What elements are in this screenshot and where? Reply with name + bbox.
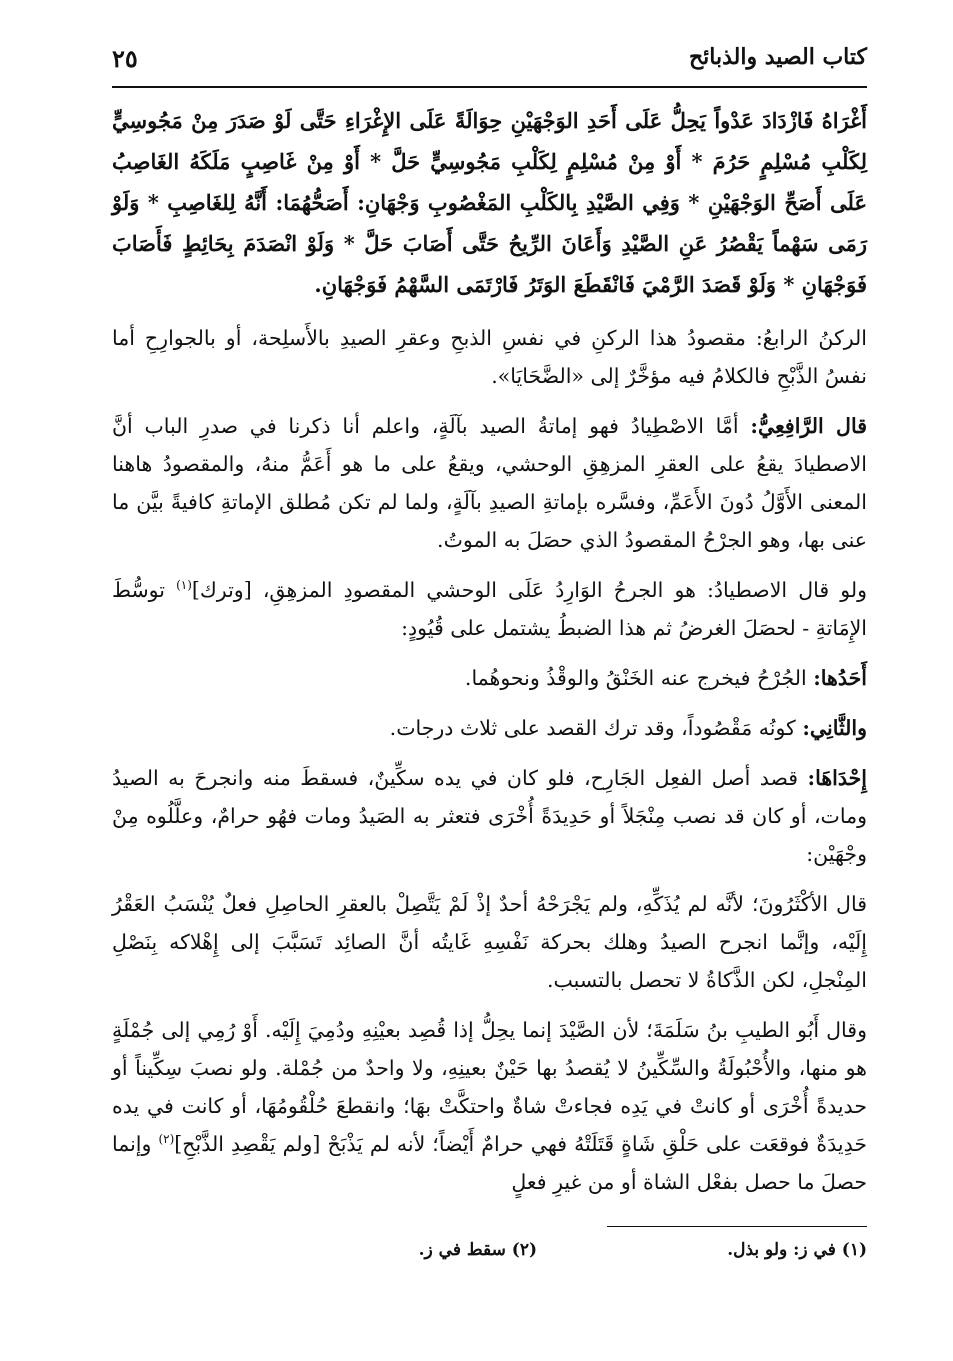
footnote-2: (٢) سقط في ز. — [418, 1240, 537, 1260]
paragraph-text: ولو قال الاصطيادُ: هو الجرحُ الوَارِدُ عَلَى الوحشي المقصودِ المزهِقِ، [وترك] — [191, 578, 868, 602]
footnote-1: (١) في ز: ولو بذل. — [727, 1240, 867, 1260]
paragraph-text: كونُه مَقْصُوداً، وقد ترك القصد على ثلاث درجات. — [389, 716, 796, 740]
paragraph-lead: إِحْدَاهَا: — [807, 766, 867, 790]
paragraph-text: أمَّا الاصْطِيادُ فهو إماتةُ الصيد بآلَةٍ، واعلم أنا ذكرنا في صدرِ الباب أنَّ الاصطيادَ يقعُ على العقرِ المزهِقِ الوحشي، ويقعُ على ما هو أَعَمُّ منهُ، والمقصودُ هاهنا المعنى الأَوَّلُ دُونَ الأَعَمِّ، وفسَّره بإماتةِ الصيدِ بآلَةٍ، ولما لم تكن مُطلق الإماتةِ كافيةً بيَّن ما عنى بها، وهو الجرْحُ المقصودُ الذي حصَلَ به الموتُ. — [112, 414, 867, 552]
running-title: كتاب الصيد والذبائح — [688, 44, 867, 70]
paragraph-abu-tayyib — [112, 1011, 867, 1201]
header-rule — [112, 86, 867, 88]
page-header — [112, 40, 867, 90]
paragraph-lead: قال الرَّافِعِيُّ: — [750, 414, 867, 438]
paragraph-text: وإنما حصلَ ما حصل بفعْل الشاة أو من غيرِ فعلٍ — [112, 1132, 867, 1194]
paragraph-first-degree — [112, 759, 867, 873]
page-number: ٢٥ — [112, 44, 138, 73]
paragraph-text: وقال أَبُو الطيبِ بنُ سَلَمَةَ؛ لأن الصَّيْدَ إنما يحِلُّ إذا قُصِد بعيْنِهِ ودُمِيَ إِلَيْه. أَوْ رُمِي إلى جُمْلَةٍ هو منها، والأُحْبُولَةُ والسِّكِّينُ لا يُقصدُ بها حَيْنٌ بعينِهِ، ولا واحدٌ من جُمْلة. ولو نصبَ سِكِّيناً أو حديدةً أُخْرَى أو كانتْ في يَدِه فجاءتْ شاةٌ واحتكَّتْ بهَا؛ وانقطعَ حُلْقُومُهَا، أو كانت في يده حَدِيدَةٌ فوقعَت على حَلْقِ شَاةٍ قَتَلَتْهُ فهي حرامٌ أَيْضاً؛ لأنه لم يَذْبَحْ [ولم يَقْصِدِ الذَّبْحِ] — [112, 1018, 867, 1156]
footnote-rule — [607, 1226, 867, 1227]
paragraph-definition — [112, 571, 867, 647]
paragraph-second-condition — [112, 709, 867, 747]
footnote-ref-2: (٢) — [158, 1132, 175, 1147]
page-body — [112, 100, 867, 1213]
paragraph-first-condition — [112, 659, 867, 697]
paragraph-fourth-pillar: الركنُ الرابعُ: مقصودُ هذا الركنِ في نفسِ الذبحِ وعقرِ الصيدِ بالأَسلِحة، أو بالجوارِحِ أما نفسُ الذَّبْحِ فالكلامُ فيه مؤخَّرٌ إلى «الضَّحَايَا». — [112, 326, 867, 388]
paragraph-text: الجُرْحُ فيخرج عنه الخَنْقُ والوقْذُ ونحوهُما. — [464, 666, 807, 690]
paragraph-text: قصد أصل الفعِل الجَارِح، فلو كان في يده سكِّينٌ، فسقطَ منه وانجرحَ به الصيدُ ومات، أو كان قد نصب مِنْجَلاً أو حَدِيدَةً أُخْرَى فتعثر به الصَيدُ ومات فهُو حرامٌ، وعلَّلُوه مِنْ وجْهَيْن: — [112, 766, 867, 866]
paragraph-lead: أَحَدُها: — [813, 666, 867, 690]
paragraph-text: توسُّطَ الإِمَاتةِ - لحصَلَ الغرضُ ثم هذا الضبطُ يشتمل على قُيُودٍ: — [112, 578, 867, 640]
paragraph-lead: والثَّانِي: — [802, 716, 867, 740]
footnote-ref-1: (١) — [176, 578, 192, 593]
matn-paragraph: أَغْرَاهُ فَازْدَادَ عَدْواً يَحِلُّ عَلَى أَحَدِ الوَجْهَيْنِ حِوَالَةً عَلَى الإِغْرَاءِ حَتَّى لَوْ صَدَرَ مِنْ مَجُوسِيٍّ لِكَلْبِ مُسْلِمٍ حَرُمَ * أَوْ مِنْ مُسْلِمٍ لِكَلْبِ مَجُوسِيٍّ حَلَّ * أَوْ مِنْ غَاصِبٍ مَلَكَهُ الغَاصِبُ عَلَى أَصَحِّ الوَجْهَيْنِ * وَفِي الصَّيْدِ بِالكَلْبِ المَغْصُوبِ وَجْهَانِ: أَصَحُّهُمَا: أَنَّهُ لِلغَاصِبِ * وَلَوْ رَمَى سَهْماً يَقْصُرُ عَنِ الصَّيْدِ وَأَعَانَ الرِّيحُ حَتَّى أَصَابَ حَلَّ * وَلَوْ انْصَدَمَ بِحَائِطٍ فَأَصَابَ فَوَجْهَانِ * وَلَوْ قَصَدَ الرَّمْيَ فَانْقَطَعَ الوَتَرُ فَارْتَمَى السَّهْمُ فَوَجْهَانِ. — [112, 108, 867, 297]
paragraph-majority-view: قال الأكْثَرُونَ؛ لأنَّه لم يُذَكِّهِ، ولم يَجْرَحْهُ أحدٌ إذْ لَمْ يَتَّصِلْ بالعقرِ الحاصِلِ فعلٌ يُنْسَبُ العَقْرُ إِلَيْه، وإنَّما انجرح الصيدُ وهلك بحركة نَفْسِهِ غَايتُه أنَّ الصائِد تَسَبَّبَ إلى إِهْلاكه بِنَصْلِ المِنْجلِ، لكن الذَّكاةُ لا تحصل بالتسبب. — [112, 892, 867, 992]
paragraph-rafii — [112, 407, 867, 559]
